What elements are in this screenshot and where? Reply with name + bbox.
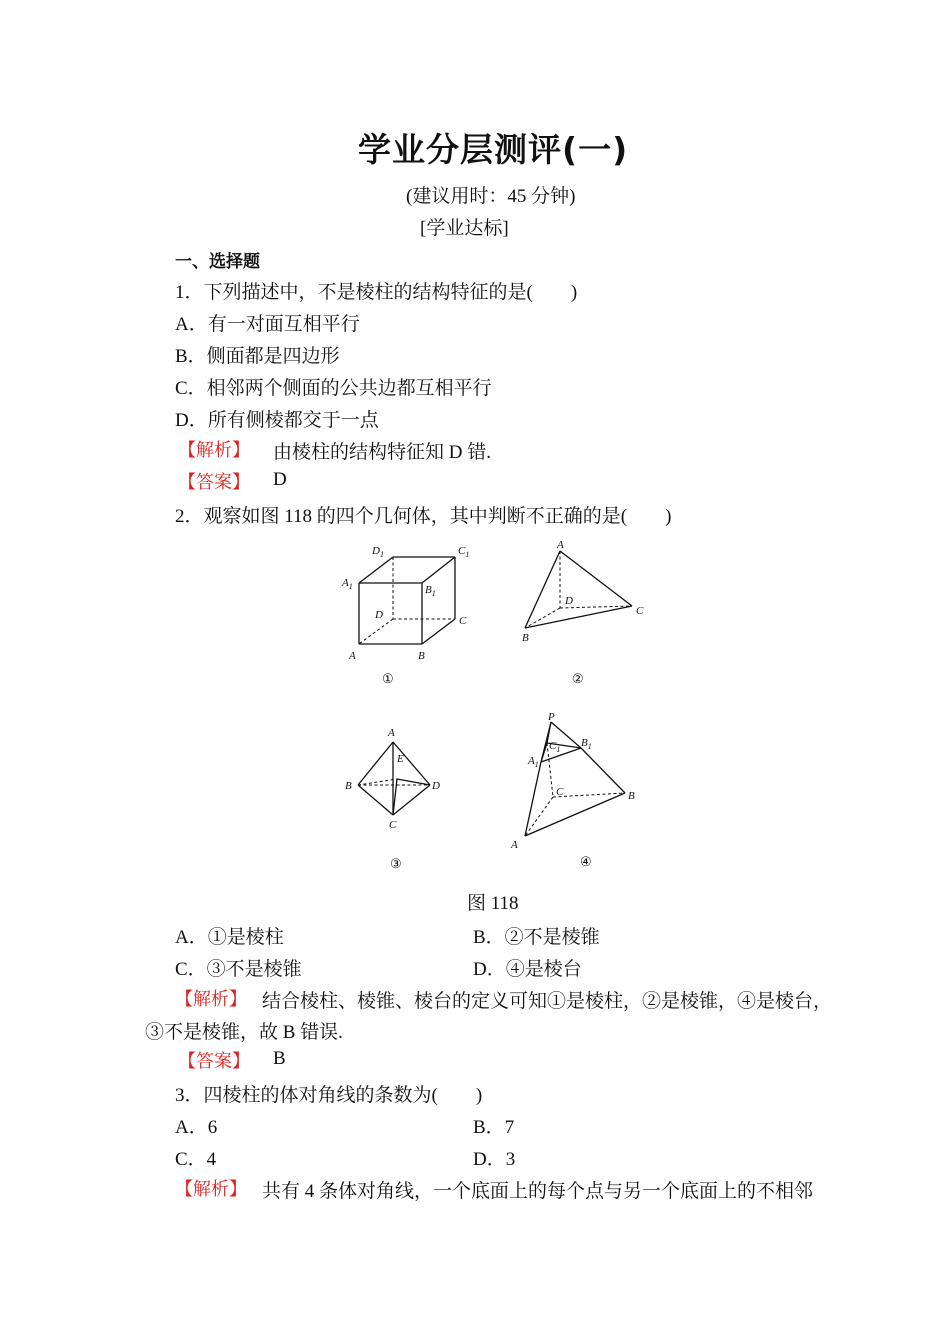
label-a: A [388,727,395,739]
question-2-option-b: B．②不是棱锥 [473,927,600,948]
question-3-stem: 3．四棱柱的体对角线的条数为( ) [175,1085,483,1106]
question-2-option-c: C．③不是棱锥 [175,959,302,980]
label-d: D [565,595,573,607]
label-d: D [375,609,383,621]
question-2-analysis-line-1: 结合棱柱、棱锥、棱台的定义可知①是棱柱，②是棱锥，④是棱台， [262,991,833,1012]
label-c1: $C_1$ [549,740,561,754]
question-3-option-b: B．7 [473,1117,515,1138]
label-a: A [349,650,356,662]
label-a: A [511,839,518,851]
page-title: 学业分层测评(一) [358,130,629,169]
question-3-analysis: 共有 4 条体对角线，一个底面上的每个点与另一个底面上的不相邻 [262,1181,814,1202]
figure-number-1: ① [382,671,394,686]
label-c: C [556,786,564,798]
label-a1: $A_1$ [342,577,353,591]
question-2-option-a: A．①是棱柱 [175,927,284,948]
question-1-option-d: D．所有侧棱都交于一点 [175,410,379,431]
label-c: C [389,819,397,831]
level-heading: [学业达标] [420,218,509,239]
label-c: C [459,615,467,627]
question-1-option-c: C．相邻两个侧面的公共边都互相平行 [175,378,492,399]
label-b: B [345,780,352,792]
question-1-option-b: B．侧面都是四边形 [175,346,340,367]
question-1-option-a: A．有一对面互相平行 [175,314,360,335]
question-2-analysis-tag: 【解析】 [175,989,247,1010]
label-b1: $B_1$ [425,584,436,598]
label-b: B [522,632,529,644]
label-c: C [636,605,644,617]
label-b: B [628,790,635,802]
question-3-option-c: C．4 [175,1149,217,1170]
question-3-option-a: A．6 [175,1117,218,1138]
label-a1: $A_1$ [528,755,539,769]
question-2-option-d: D．④是棱台 [473,959,582,980]
question-2-answer-tag: 【答案】 [178,1051,250,1072]
label-c1: $C_1$ [458,545,470,559]
question-1-stem: 1．下列描述中，不是棱柱的结构特征的是( ) [175,282,578,303]
label-a: A [557,539,564,551]
question-3-analysis-tag: 【解析】 [175,1179,247,1200]
question-1-analysis-tag: 【解析】 [178,440,250,461]
question-3-option-d: D．3 [473,1149,516,1170]
question-2-analysis-line-2: ③不是棱锥，故 B 错误. [145,1022,343,1043]
question-2-answer: B [273,1048,286,1069]
question-2-stem: 2．观察如图 118 的四个几何体，其中判断不正确的是( ) [175,506,672,527]
figure-number-3: ③ [390,856,402,871]
label-d: D [432,780,440,792]
label-b1: $B_1$ [581,737,592,751]
question-1-answer: D [273,469,287,490]
question-1-analysis: 由棱柱的结构特征知 D 错. [273,442,491,463]
figure-number-4: ④ [580,854,592,869]
time-note: (建议用时：45 分钟) [406,186,576,207]
question-1-answer-tag: 【答案】 [178,472,250,493]
label-e: E [397,753,404,765]
figure-caption: 图 118 [467,893,519,914]
figure-number-2: ② [572,671,584,686]
label-b: B [418,650,425,662]
label-d1: $D_1$ [372,545,384,559]
section-heading: 一、选择题 [175,252,260,272]
label-p: P [548,711,555,723]
